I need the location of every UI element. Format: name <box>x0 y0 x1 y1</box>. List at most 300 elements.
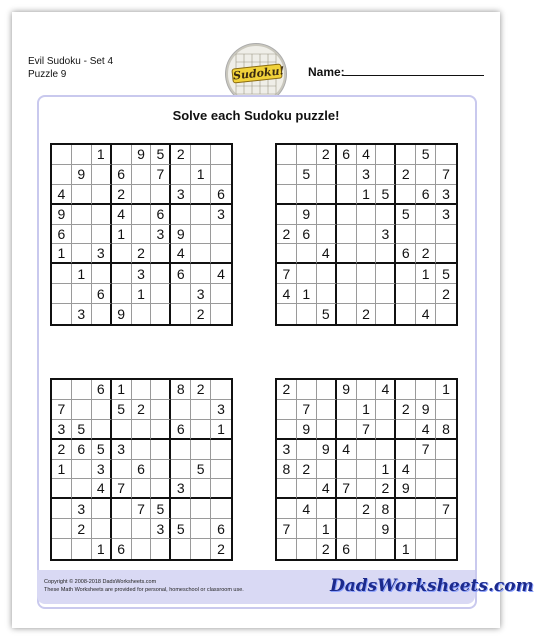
empty-cell[interactable] <box>317 225 337 245</box>
given-cell: 7 <box>416 440 436 460</box>
empty-cell[interactable] <box>277 205 297 225</box>
instructions-heading: Solve each Sudoku puzzle! <box>172 108 340 123</box>
empty-cell[interactable] <box>317 165 337 185</box>
empty-cell[interactable] <box>112 264 132 284</box>
empty-cell[interactable] <box>337 185 357 205</box>
empty-cell[interactable] <box>72 205 92 225</box>
given-cell: 2 <box>357 304 377 324</box>
empty-cell[interactable] <box>357 225 377 245</box>
empty-cell[interactable] <box>112 145 132 165</box>
empty-cell[interactable] <box>92 499 112 519</box>
empty-cell[interactable] <box>171 400 191 420</box>
empty-cell[interactable] <box>191 519 211 539</box>
given-cell: 7 <box>52 400 72 420</box>
empty-cell[interactable] <box>337 205 357 225</box>
given-cell: 3 <box>151 519 171 539</box>
empty-cell[interactable] <box>72 539 92 559</box>
empty-cell[interactable] <box>191 420 211 440</box>
empty-cell[interactable] <box>277 165 297 185</box>
given-cell: 9 <box>52 205 72 225</box>
empty-cell[interactable] <box>376 244 396 264</box>
empty-cell[interactable] <box>211 460 231 480</box>
given-cell: 2 <box>171 145 191 165</box>
empty-cell[interactable] <box>132 304 152 324</box>
empty-cell[interactable] <box>52 284 72 304</box>
empty-cell[interactable] <box>151 440 171 460</box>
empty-cell[interactable] <box>211 225 231 245</box>
empty-cell[interactable] <box>317 264 337 284</box>
empty-cell[interactable] <box>376 420 396 440</box>
empty-cell[interactable] <box>376 145 396 165</box>
empty-cell[interactable] <box>92 225 112 245</box>
given-cell: 1 <box>92 145 112 165</box>
empty-cell[interactable] <box>72 479 92 499</box>
empty-cell[interactable] <box>416 519 436 539</box>
given-cell: 6 <box>132 460 152 480</box>
empty-cell[interactable] <box>211 165 231 185</box>
given-cell: 5 <box>151 145 171 165</box>
empty-cell[interactable] <box>396 420 416 440</box>
given-cell: 1 <box>357 400 377 420</box>
empty-cell[interactable] <box>151 380 171 400</box>
empty-cell[interactable] <box>151 539 171 559</box>
empty-cell[interactable] <box>211 440 231 460</box>
empty-cell[interactable] <box>396 185 416 205</box>
given-cell: 2 <box>277 380 297 400</box>
empty-cell[interactable] <box>72 284 92 304</box>
empty-cell[interactable] <box>297 145 317 165</box>
empty-cell[interactable] <box>357 519 377 539</box>
given-cell: 6 <box>396 244 416 264</box>
empty-cell[interactable] <box>357 380 377 400</box>
empty-cell[interactable] <box>132 225 152 245</box>
empty-cell[interactable] <box>337 304 357 324</box>
empty-cell[interactable] <box>92 205 112 225</box>
given-cell: 1 <box>92 539 112 559</box>
empty-cell[interactable] <box>171 539 191 559</box>
given-cell: 1 <box>317 519 337 539</box>
empty-cell[interactable] <box>337 420 357 440</box>
empty-cell[interactable] <box>277 499 297 519</box>
given-cell: 4 <box>317 244 337 264</box>
empty-cell[interactable] <box>171 460 191 480</box>
given-cell: 3 <box>191 284 211 304</box>
empty-cell[interactable] <box>277 244 297 264</box>
empty-cell[interactable] <box>191 479 211 499</box>
empty-cell[interactable] <box>317 460 337 480</box>
empty-cell[interactable] <box>72 185 92 205</box>
given-cell: 1 <box>436 380 456 400</box>
empty-cell[interactable] <box>151 400 171 420</box>
given-cell: 6 <box>171 420 191 440</box>
empty-cell[interactable] <box>52 145 72 165</box>
given-cell: 4 <box>52 185 72 205</box>
empty-cell[interactable] <box>376 400 396 420</box>
given-cell: 8 <box>376 499 396 519</box>
given-cell: 5 <box>92 440 112 460</box>
given-cell: 1 <box>357 185 377 205</box>
empty-cell[interactable] <box>376 539 396 559</box>
given-cell: 2 <box>396 165 416 185</box>
empty-cell[interactable] <box>171 205 191 225</box>
empty-cell[interactable] <box>211 380 231 400</box>
empty-cell[interactable] <box>416 460 436 480</box>
empty-cell[interactable] <box>317 185 337 205</box>
empty-cell[interactable] <box>92 400 112 420</box>
empty-cell[interactable] <box>277 304 297 324</box>
given-cell: 7 <box>132 499 152 519</box>
empty-cell[interactable] <box>376 205 396 225</box>
given-cell: 2 <box>191 304 211 324</box>
empty-cell[interactable] <box>112 244 132 264</box>
empty-cell[interactable] <box>191 400 211 420</box>
empty-cell[interactable] <box>297 304 317 324</box>
given-cell: 6 <box>297 225 317 245</box>
empty-cell[interactable] <box>132 420 152 440</box>
given-cell: 2 <box>217 541 225 558</box>
empty-cell[interactable] <box>151 284 171 304</box>
given-cell: 2 <box>396 400 416 420</box>
empty-cell[interactable] <box>92 165 112 185</box>
empty-cell[interactable] <box>52 539 72 559</box>
empty-cell[interactable] <box>132 185 152 205</box>
given-cell: 4 <box>112 205 132 225</box>
empty-cell[interactable] <box>297 185 317 205</box>
given-cell: 1 <box>112 225 132 245</box>
empty-cell[interactable] <box>92 185 112 205</box>
empty-cell[interactable] <box>151 264 171 284</box>
empty-cell[interactable] <box>277 145 297 165</box>
empty-cell[interactable] <box>317 400 337 420</box>
empty-cell[interactable] <box>277 479 297 499</box>
empty-cell[interactable] <box>416 284 436 304</box>
empty-cell[interactable] <box>416 539 436 559</box>
given-cell: 1 <box>376 460 396 480</box>
empty-cell[interactable] <box>317 205 337 225</box>
empty-cell[interactable] <box>396 264 416 284</box>
empty-cell[interactable] <box>112 499 132 519</box>
empty-cell[interactable] <box>317 284 337 304</box>
empty-cell[interactable] <box>151 244 171 264</box>
empty-cell[interactable] <box>191 225 211 245</box>
given-cell: 3 <box>72 304 92 324</box>
empty-cell[interactable] <box>191 499 211 519</box>
empty-cell[interactable] <box>211 304 231 324</box>
empty-cell[interactable] <box>171 165 191 185</box>
empty-cell[interactable] <box>132 440 152 460</box>
empty-cell[interactable] <box>112 284 132 304</box>
empty-cell[interactable] <box>211 145 231 165</box>
empty-cell[interactable] <box>376 304 396 324</box>
empty-cell[interactable] <box>416 205 436 225</box>
empty-cell[interactable] <box>92 264 112 284</box>
given-cell: 4 <box>357 145 377 165</box>
empty-cell[interactable] <box>191 440 211 460</box>
puzzle-number: Puzzle 9 <box>28 69 67 80</box>
empty-cell[interactable] <box>72 380 92 400</box>
given-cell: 9 <box>112 304 132 324</box>
given-cell: 2 <box>376 479 396 499</box>
empty-cell[interactable] <box>396 380 416 400</box>
empty-cell[interactable] <box>357 244 377 264</box>
given-cell: 6 <box>92 380 112 400</box>
copyright-text: Copyright © 2008-2018 DadsWorksheets.com <box>44 579 157 585</box>
empty-cell[interactable] <box>416 479 436 499</box>
empty-cell[interactable] <box>132 205 152 225</box>
empty-cell[interactable] <box>337 460 357 480</box>
given-cell: 3 <box>211 205 231 225</box>
empty-cell[interactable] <box>151 460 171 480</box>
empty-cell[interactable] <box>191 264 211 284</box>
given-cell: 4 <box>416 304 436 324</box>
empty-cell[interactable] <box>376 165 396 185</box>
empty-cell[interactable] <box>151 420 171 440</box>
given-cell: 3 <box>376 225 396 245</box>
empty-cell[interactable] <box>72 460 92 480</box>
empty-cell[interactable] <box>52 264 72 284</box>
given-cell: 4 <box>396 460 416 480</box>
given-cell: 7 <box>112 479 132 499</box>
empty-cell[interactable] <box>277 185 297 205</box>
given-cell: 1 <box>52 244 72 264</box>
given-cell: 8 <box>171 380 191 400</box>
empty-cell[interactable] <box>436 519 456 539</box>
given-cell: 9 <box>337 380 357 400</box>
given-cell: 5 <box>171 519 191 539</box>
given-cell: 5 <box>396 205 416 225</box>
given-cell: 9 <box>297 420 317 440</box>
empty-cell[interactable] <box>171 499 191 519</box>
given-cell: 4 <box>297 499 317 519</box>
empty-cell[interactable] <box>211 244 231 264</box>
given-cell: 3 <box>211 400 231 420</box>
usage-notice: These Math Worksheets are provided for personal, homeschool or classroom use. <box>44 587 244 593</box>
empty-cell[interactable] <box>436 145 456 165</box>
empty-cell[interactable] <box>396 225 416 245</box>
empty-cell[interactable] <box>52 519 72 539</box>
empty-cell[interactable] <box>337 519 357 539</box>
empty-cell[interactable] <box>337 264 357 284</box>
given-cell: 8 <box>277 460 297 480</box>
empty-cell[interactable] <box>297 539 317 559</box>
given-cell: 3 <box>92 460 112 480</box>
empty-cell[interactable] <box>357 440 377 460</box>
empty-cell[interactable] <box>211 499 231 519</box>
given-cell: 4 <box>277 284 297 304</box>
given-cell: 3 <box>171 479 191 499</box>
given-cell: 7 <box>436 499 456 519</box>
empty-cell[interactable] <box>52 304 72 324</box>
given-cell: 5 <box>297 165 317 185</box>
given-cell: 6 <box>416 185 436 205</box>
empty-cell[interactable] <box>436 440 456 460</box>
given-cell: 1 <box>132 284 152 304</box>
empty-cell[interactable] <box>132 479 152 499</box>
name-field-line[interactable] <box>342 75 484 76</box>
given-cell: 2 <box>297 460 317 480</box>
empty-cell[interactable] <box>112 460 132 480</box>
empty-cell[interactable] <box>436 460 456 480</box>
empty-cell[interactable] <box>396 304 416 324</box>
empty-cell[interactable] <box>297 380 317 400</box>
empty-cell[interactable] <box>132 539 152 559</box>
given-cell: 1 <box>297 284 317 304</box>
given-cell: 4 <box>376 380 396 400</box>
given-cell: 7 <box>436 165 456 185</box>
given-cell: 2 <box>317 145 337 165</box>
empty-cell[interactable] <box>357 264 377 284</box>
empty-cell[interactable] <box>357 205 377 225</box>
given-cell: 5 <box>376 185 396 205</box>
empty-cell[interactable] <box>337 244 357 264</box>
empty-cell[interactable] <box>151 304 171 324</box>
empty-cell[interactable] <box>337 499 357 519</box>
empty-cell[interactable] <box>191 145 211 165</box>
empty-cell[interactable] <box>191 244 211 264</box>
given-cell: 5 <box>72 420 92 440</box>
empty-cell[interactable] <box>317 420 337 440</box>
empty-cell[interactable] <box>297 244 317 264</box>
given-cell: 4 <box>92 479 112 499</box>
empty-cell[interactable] <box>191 205 211 225</box>
empty-cell[interactable] <box>277 400 297 420</box>
empty-cell[interactable] <box>112 420 132 440</box>
given-cell: 2 <box>277 225 297 245</box>
given-cell: 4 <box>416 420 436 440</box>
empty-cell[interactable] <box>396 145 416 165</box>
empty-cell[interactable] <box>317 499 337 519</box>
empty-cell[interactable] <box>396 284 416 304</box>
given-cell: 1 <box>72 264 92 284</box>
empty-cell[interactable] <box>297 264 317 284</box>
empty-cell[interactable] <box>297 519 317 539</box>
empty-cell[interactable] <box>416 380 436 400</box>
empty-cell[interactable] <box>357 460 377 480</box>
empty-cell[interactable] <box>337 165 357 185</box>
empty-cell[interactable] <box>277 539 297 559</box>
given-cell: 5 <box>112 400 132 420</box>
empty-cell[interactable] <box>436 225 456 245</box>
worksheet-set-title: Evil Sudoku - Set 4 <box>28 56 114 67</box>
given-cell: 9 <box>396 479 416 499</box>
empty-cell[interactable] <box>436 400 456 420</box>
empty-cell[interactable] <box>376 440 396 460</box>
empty-cell[interactable] <box>297 479 317 499</box>
given-cell: 9 <box>132 145 152 165</box>
empty-cell[interactable] <box>191 185 211 205</box>
given-cell: 6 <box>171 264 191 284</box>
empty-cell[interactable] <box>376 284 396 304</box>
given-cell: 9 <box>297 205 317 225</box>
given-cell: 8 <box>436 420 456 440</box>
empty-cell[interactable] <box>416 499 436 519</box>
given-cell: 1 <box>191 165 211 185</box>
empty-cell[interactable] <box>92 519 112 539</box>
empty-cell[interactable] <box>171 304 191 324</box>
empty-cell[interactable] <box>436 539 456 559</box>
empty-cell[interactable] <box>132 519 152 539</box>
given-cell: 5 <box>191 460 211 480</box>
empty-cell[interactable] <box>72 400 92 420</box>
empty-cell[interactable] <box>132 380 152 400</box>
empty-cell[interactable] <box>52 380 72 400</box>
empty-cell[interactable] <box>337 284 357 304</box>
empty-cell[interactable] <box>357 284 377 304</box>
empty-cell[interactable] <box>416 165 436 185</box>
empty-cell[interactable] <box>436 244 456 264</box>
given-cell: 3 <box>72 499 92 519</box>
empty-cell[interactable] <box>151 479 171 499</box>
empty-cell[interactable] <box>191 539 211 559</box>
given-cell: 6 <box>151 205 171 225</box>
given-cell: 1 <box>416 264 436 284</box>
given-cell: 1 <box>112 380 132 400</box>
empty-cell[interactable] <box>52 165 72 185</box>
given-cell: 1 <box>396 539 416 559</box>
name-label: Name: <box>308 65 345 79</box>
given-cell: 9 <box>317 440 337 460</box>
empty-cell[interactable] <box>132 165 152 185</box>
given-cell: 2 <box>191 380 211 400</box>
empty-cell[interactable] <box>211 479 231 499</box>
given-cell: 4 <box>211 264 231 284</box>
brand-logo: DadsWorksheets.com <box>330 576 534 596</box>
empty-cell[interactable] <box>171 440 191 460</box>
empty-cell[interactable] <box>211 284 231 304</box>
empty-cell[interactable] <box>376 264 396 284</box>
empty-cell[interactable] <box>112 519 132 539</box>
given-cell: 3 <box>52 420 72 440</box>
empty-cell[interactable] <box>337 225 357 245</box>
given-cell: 7 <box>151 165 171 185</box>
empty-cell[interactable] <box>171 284 191 304</box>
given-cell: 1 <box>211 420 231 440</box>
empty-cell[interactable] <box>317 380 337 400</box>
empty-cell[interactable] <box>357 539 377 559</box>
empty-cell[interactable] <box>337 400 357 420</box>
empty-cell[interactable] <box>92 304 112 324</box>
empty-cell[interactable] <box>436 304 456 324</box>
empty-cell[interactable] <box>297 440 317 460</box>
empty-cell[interactable] <box>357 479 377 499</box>
sudoku-grid-3 <box>50 378 233 561</box>
empty-cell[interactable] <box>277 420 297 440</box>
empty-cell[interactable] <box>52 499 72 519</box>
given-cell: 4 <box>171 244 191 264</box>
empty-cell[interactable] <box>416 225 436 245</box>
empty-cell[interactable] <box>151 185 171 205</box>
given-cell: 3 <box>357 165 377 185</box>
empty-cell[interactable] <box>52 479 72 499</box>
empty-cell[interactable] <box>396 499 416 519</box>
empty-cell[interactable] <box>72 145 92 165</box>
empty-cell[interactable] <box>396 519 416 539</box>
given-cell: 7 <box>357 420 377 440</box>
empty-cell[interactable] <box>72 244 92 264</box>
given-cell: 4 <box>317 479 337 499</box>
given-cell: 7 <box>277 519 297 539</box>
empty-cell[interactable] <box>72 225 92 245</box>
given-cell: 6 <box>52 225 72 245</box>
given-cell: 6 <box>112 165 132 185</box>
given-cell: 2 <box>416 244 436 264</box>
sudoku-grid-4 <box>275 378 458 561</box>
empty-cell[interactable] <box>436 479 456 499</box>
empty-cell[interactable] <box>92 420 112 440</box>
given-cell: 2 <box>357 499 377 519</box>
empty-cell[interactable] <box>396 440 416 460</box>
given-cell: 6 <box>92 284 112 304</box>
